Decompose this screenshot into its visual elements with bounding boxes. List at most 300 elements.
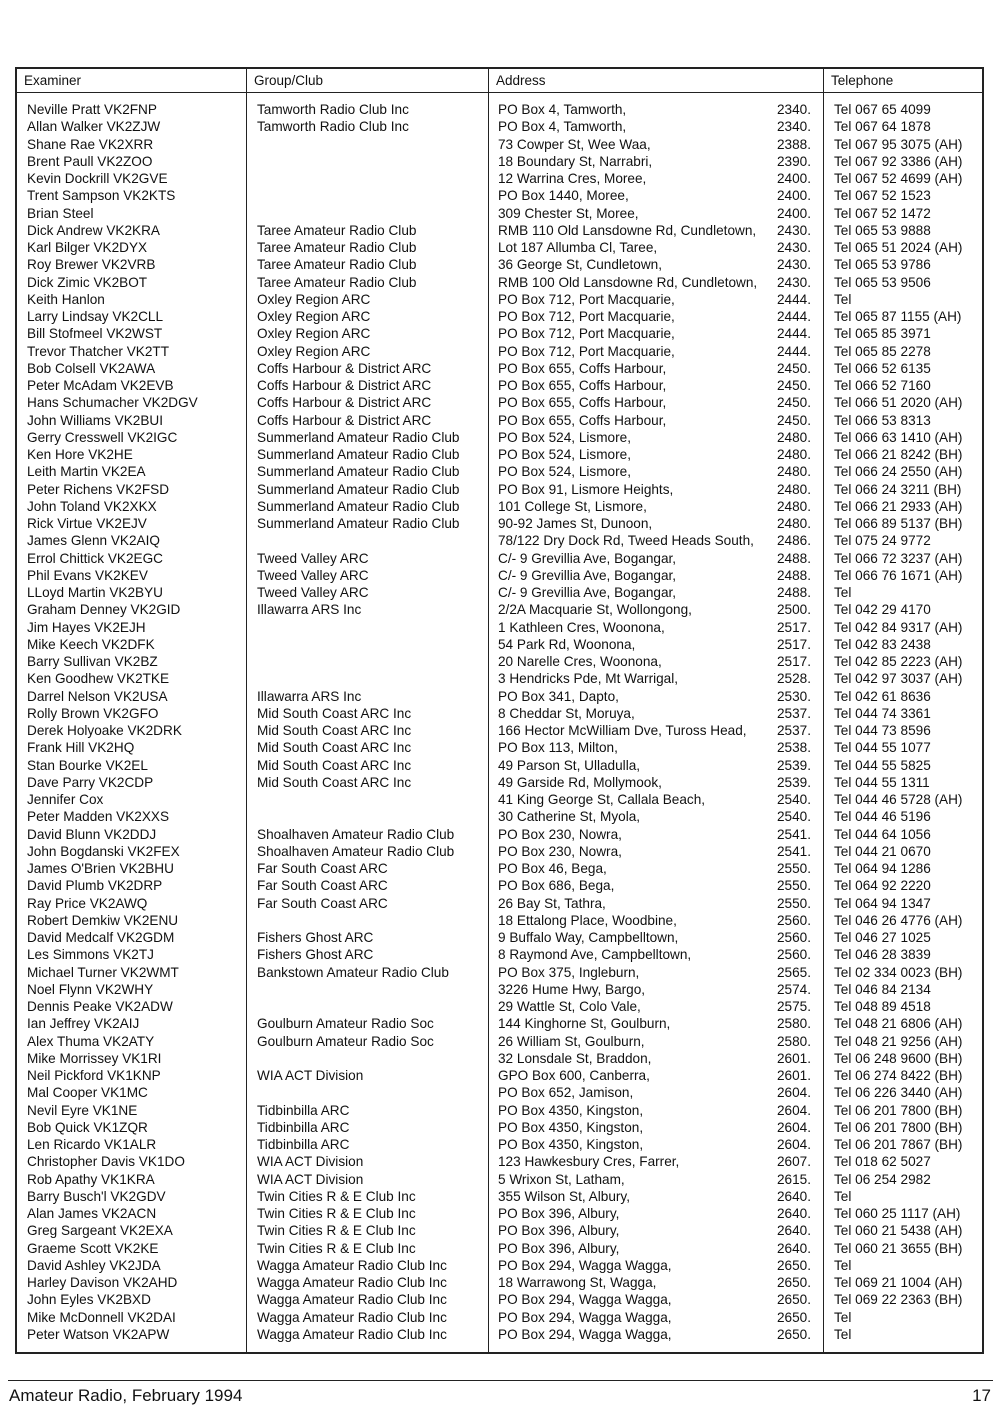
table-header [17, 69, 982, 93]
table-row [17, 1291, 982, 1308]
telephone: Tel 06 248 9600 (BH) [834, 1050, 963, 1066]
table-row [17, 1050, 982, 1067]
address: PO Box 294, Wagga Wagga, [498, 1309, 672, 1325]
postcode: 2500. [777, 602, 811, 618]
group-club: Fishers Ghost ARC [257, 930, 374, 945]
telephone: Tel 042 61 8636 [834, 688, 931, 704]
header-examiner: Examiner [24, 73, 82, 88]
examiner-name: Peter Richens VK2FSD [27, 481, 170, 497]
examiner-name: Bob Quick VK1ZQR [27, 1119, 148, 1135]
telephone: Tel 064 94 1347 [834, 895, 931, 911]
table-row [17, 1153, 982, 1170]
postcode: 2537. [777, 705, 811, 721]
address: PO Box 91, Lismore Heights, [498, 481, 674, 497]
address: 32 Lonsdale St, Braddon, [498, 1050, 652, 1066]
postcode: 2450. [777, 378, 811, 393]
table-row [17, 601, 982, 618]
table-row [17, 1119, 982, 1136]
telephone: Tel 064 92 2220 [834, 878, 931, 894]
table-row [17, 946, 982, 963]
examiner-name: Mike McDonnell VK2DAI [27, 1309, 176, 1325]
examiner-name: Bob Colsell VK2AWA [27, 360, 156, 376]
address: PO Box 712, Port Macquarie, [498, 291, 675, 307]
address: 101 College St, Lismore, [498, 498, 647, 514]
table-row [17, 343, 982, 360]
table-row [17, 1136, 982, 1153]
examiner-name: Dave Parry VK2CDP [27, 774, 154, 790]
postcode: 2640. [777, 1206, 811, 1221]
address: PO Box 113, Milton, [498, 740, 618, 756]
address: Lot 187 Allumba Cl, Taree, [498, 240, 658, 255]
table-row [17, 1067, 982, 1084]
examiner-name: Frank Hill VK2HQ [27, 740, 135, 756]
telephone: Tel 06 254 2982 [834, 1171, 931, 1187]
postcode: 2607. [777, 1154, 811, 1170]
group-club: Wagga Amateur Radio Club Inc [257, 1326, 447, 1342]
postcode: 2530. [777, 688, 811, 704]
group-club: Fishers Ghost ARC [257, 947, 374, 963]
postcode: 2444. [777, 343, 811, 359]
telephone: Tel 065 85 3971 [834, 326, 931, 342]
group-club: Summerland Amateur Radio Club [257, 481, 460, 497]
telephone: Tel 066 52 6135 [834, 360, 931, 376]
group-club: Mid South Coast ARC Inc [257, 757, 412, 773]
address: PO Box 230, Nowra, [498, 826, 622, 842]
table-row [17, 136, 982, 153]
examiner-name: Michael Turner VK2WMT [27, 964, 179, 980]
address: GPO Box 600, Canberra, [498, 1068, 650, 1083]
table-row [17, 550, 982, 567]
examiner-name: Neil Pickford VK1KNP [27, 1068, 161, 1083]
table-row [17, 636, 982, 653]
telephone: Tel 067 52 1523 [834, 188, 931, 204]
address: C/- 9 Grevillia Ave, Bogangar, [498, 550, 677, 566]
group-club: Mid South Coast ARC Inc [257, 705, 412, 721]
examiner-name: Kevin Dockrill VK2GVE [27, 171, 168, 186]
address: 90-92 James St, Dunoon, [498, 516, 653, 531]
telephone: Tel 069 21 1004 (AH) [834, 1275, 963, 1290]
postcode: 2541. [777, 826, 811, 842]
address: 166 Hector McWilliam Dve, Tuross Head, [498, 723, 747, 738]
group-club: Mid South Coast ARC Inc [257, 740, 412, 756]
table-row [17, 826, 982, 843]
postcode: 2340. [777, 102, 811, 117]
postcode: 2650. [777, 1292, 811, 1308]
address: 1 Kathleen Cres, Woonona, [498, 619, 665, 635]
address: C/- 9 Grevillia Ave, Bogangar, [498, 567, 677, 583]
group-club: Twin Cities R & E Club Inc [257, 1206, 416, 1221]
postcode: 2480. [777, 498, 811, 514]
telephone: Tel 069 22 2363 (BH) [834, 1292, 963, 1308]
group-club: Taree Amateur Radio Club [257, 257, 417, 273]
address: PO Box 294, Wagga Wagga, [498, 1326, 672, 1342]
postcode: 2550. [777, 861, 811, 876]
publication-title: Amateur Radio, February 1994 [9, 1386, 243, 1405]
address: 18 Warrawong St, Wagga, [498, 1275, 657, 1290]
table-row [17, 981, 982, 998]
address: 8 Raymond Ave, Campbelltown, [498, 947, 692, 963]
telephone: Tel 067 65 4099 [834, 102, 931, 117]
table-row [17, 912, 982, 929]
postcode: 2537. [777, 723, 811, 738]
group-club: Tweed Valley ARC [257, 550, 369, 566]
header-address: Address [496, 73, 546, 88]
telephone: Tel 066 52 7160 [834, 378, 931, 393]
telephone: Tel [834, 1257, 852, 1273]
table-body [17, 101, 982, 1343]
telephone: Tel 018 62 5027 [834, 1154, 931, 1170]
address: PO Box 686, Bega, [498, 878, 615, 894]
group-club: Wagga Amateur Radio Club Inc [257, 1257, 447, 1273]
group-club: Illawarra ARS Inc [257, 602, 362, 618]
telephone: Tel 042 84 9317 (AH) [834, 619, 963, 635]
table-row [17, 412, 982, 429]
postcode: 2560. [777, 930, 811, 945]
examiner-name: Mike Keech VK2DFK [27, 636, 155, 652]
address: 3 Hendricks Pde, Mt Warrigal, [498, 671, 679, 687]
postcode: 2580. [777, 1033, 811, 1049]
examiner-name: John Eyles VK2BXD [27, 1292, 151, 1308]
table-row [17, 895, 982, 912]
table-row [17, 1033, 982, 1050]
table-row [17, 1326, 982, 1343]
examiner-name: Christopher Davis VK1DO [27, 1154, 185, 1170]
group-club: Twin Cities R & E Club Inc [257, 1188, 416, 1204]
table-row [17, 429, 982, 446]
table-row [17, 1257, 982, 1274]
group-club: Goulburn Amateur Radio Soc [257, 1016, 434, 1032]
address: PO Box 712, Port Macquarie, [498, 309, 675, 324]
group-club: WIA ACT Division [257, 1154, 364, 1170]
examiner-name: David Medcalf VK2GDM [27, 930, 175, 945]
postcode: 2565. [777, 964, 811, 980]
group-club: Oxley Region ARC [257, 309, 371, 324]
table-row [17, 394, 982, 411]
address: PO Box 341, Dapto, [498, 688, 619, 704]
table-row [17, 705, 982, 722]
telephone: Tel 067 64 1878 [834, 119, 931, 135]
group-club: Tweed Valley ARC [257, 585, 369, 600]
postcode: 2340. [777, 119, 811, 135]
address: 30 Catherine St, Myola, [498, 809, 641, 825]
address: PO Box 4, Tamworth, [498, 102, 627, 117]
group-club: Tamworth Radio Club Inc [257, 119, 409, 135]
examiner-name: Shane Rae VK2XRR [27, 136, 154, 152]
telephone: Tel 066 72 3237 (AH) [834, 550, 963, 566]
group-club: Coffs Harbour & District ARC [257, 412, 432, 428]
examiner-name: David Ashley VK2JDA [27, 1257, 161, 1273]
telephone: Tel 044 55 1077 [834, 740, 931, 756]
telephone: Tel 065 53 9888 [834, 222, 931, 238]
address: PO Box 396, Albury, [498, 1240, 620, 1256]
examiner-name: Bill Stofmeel VK2WST [27, 326, 163, 342]
telephone: Tel 064 94 1286 [834, 861, 931, 876]
examiner-name: James Glenn VK2AIQ [27, 533, 160, 549]
examiner-name: Len Ricardo VK1ALR [27, 1137, 157, 1152]
group-club: Wagga Amateur Radio Club Inc [257, 1275, 447, 1290]
group-club: Wagga Amateur Radio Club Inc [257, 1309, 447, 1325]
examiner-name: Errol Chittick VK2EGC [27, 550, 163, 566]
group-club: Shoalhaven Amateur Radio Club [257, 843, 455, 859]
examiner-name: Rob Apathy VK1KRA [27, 1171, 155, 1187]
telephone: Tel 046 28 3839 [834, 947, 931, 963]
examiner-name: Graeme Scott VK2KE [27, 1240, 159, 1256]
address: PO Box 712, Port Macquarie, [498, 326, 675, 342]
group-club: Mid South Coast ARC Inc [257, 723, 412, 738]
examiner-name: John Bogdanski VK2FEX [27, 843, 180, 859]
examiner-name: Larry Lindsay VK2CLL [27, 309, 164, 324]
telephone: Tel 046 27 1025 [834, 930, 931, 945]
examiner-name: Brian Steel [27, 205, 94, 221]
address: 123 Hawkesbury Cres, Farrer, [498, 1154, 680, 1170]
telephone: Tel 075 24 9772 [834, 533, 931, 549]
group-club: WIA ACT Division [257, 1171, 364, 1187]
examiner-name: Harley Davison VK2AHD [27, 1275, 178, 1290]
telephone: Tel 044 74 3361 [834, 705, 931, 721]
examiner-name: John Toland VK2XKX [27, 498, 157, 514]
table-row [17, 205, 982, 222]
address: 20 Narelle Cres, Woonona, [498, 654, 662, 669]
examiner-name: Gerry Cresswell VK2IGC [27, 429, 178, 445]
table-row [17, 239, 982, 256]
postcode: 2560. [777, 912, 811, 928]
table-row [17, 757, 982, 774]
postcode: 2400. [777, 188, 811, 204]
postcode: 2450. [777, 395, 811, 411]
examiner-name: Peter Watson VK2APW [27, 1326, 170, 1342]
telephone: Tel 042 97 3037 (AH) [834, 671, 963, 687]
table-row [17, 153, 982, 170]
address: 5 Wrixon St, Latham, [498, 1171, 625, 1187]
group-club: Oxley Region ARC [257, 326, 371, 342]
examiner-name: Rolly Brown VK2GFO [27, 705, 159, 721]
telephone: Tel [834, 1188, 852, 1204]
footer-divider [8, 1380, 993, 1381]
group-club: Taree Amateur Radio Club [257, 274, 417, 290]
address: PO Box 375, Ingleburn, [498, 964, 640, 980]
telephone: Tel 066 63 1410 (AH) [834, 429, 963, 445]
group-club: Summerland Amateur Radio Club [257, 447, 460, 462]
telephone: Tel 044 73 8596 [834, 723, 931, 738]
examiner-name: Hans Schumacher VK2DGV [27, 395, 198, 411]
postcode: 2517. [777, 636, 811, 652]
address: PO Box 396, Albury, [498, 1223, 620, 1239]
telephone: Tel [834, 1309, 852, 1325]
postcode: 2604. [777, 1119, 811, 1135]
group-club: Summerland Amateur Radio Club [257, 516, 460, 531]
address: 309 Chester St, Moree, [498, 205, 639, 221]
table-row [17, 1222, 982, 1239]
group-club: Oxley Region ARC [257, 343, 371, 359]
postcode: 2488. [777, 567, 811, 583]
table-row [17, 187, 982, 204]
examiner-name: Rick Virtue VK2EJV [27, 516, 147, 531]
group-club: Tweed Valley ARC [257, 567, 369, 583]
postcode: 2528. [777, 671, 811, 687]
postcode: 2480. [777, 481, 811, 497]
address: PO Box 294, Wagga Wagga, [498, 1257, 672, 1273]
address: 12 Warrina Cres, Moree, [498, 171, 647, 186]
group-club: Twin Cities R & E Club Inc [257, 1223, 416, 1239]
postcode: 2480. [777, 464, 811, 480]
postcode: 2540. [777, 792, 811, 807]
address: 78/122 Dry Dock Rd, Tweed Heads South, [498, 533, 754, 549]
postcode: 2539. [777, 757, 811, 773]
examiner-name: Noel Flynn VK2WHY [27, 981, 154, 997]
postcode: 2517. [777, 619, 811, 635]
table-row [17, 653, 982, 670]
table-row [17, 498, 982, 515]
postcode: 2650. [777, 1257, 811, 1273]
telephone: Tel 044 46 5196 [834, 809, 931, 825]
telephone: Tel 060 21 5438 (AH) [834, 1223, 963, 1239]
table-row [17, 843, 982, 860]
examiner-name: Nevil Eyre VK1NE [27, 1102, 138, 1118]
postcode: 2430. [777, 257, 811, 273]
examiner-name: Dick Andrew VK2KRA [27, 222, 160, 238]
address: PO Box 655, Coffs Harbour, [498, 378, 667, 393]
table-row [17, 291, 982, 308]
address: PO Box 655, Coffs Harbour, [498, 412, 667, 428]
table-row [17, 1171, 982, 1188]
group-club: Coffs Harbour & District ARC [257, 395, 432, 411]
telephone: Tel 065 53 9506 [834, 274, 931, 290]
examiner-name: Jim Hayes VK2EJH [27, 619, 146, 635]
postcode: 2444. [777, 309, 811, 324]
examiner-name: James O'Brien VK2BHU [27, 861, 174, 876]
group-club: Bankstown Amateur Radio Club [257, 964, 449, 980]
examiner-name: Keith Hanlon [27, 291, 105, 307]
table-row [17, 808, 982, 825]
postcode: 2650. [777, 1309, 811, 1325]
address: 49 Parson St, Ulladulla, [498, 757, 641, 773]
address: PO Box 230, Nowra, [498, 843, 622, 859]
telephone: Tel 042 29 4170 [834, 602, 931, 618]
examiner-name: Karl Bilger VK2DYX [27, 240, 148, 255]
table-row [17, 964, 982, 981]
table-row [17, 670, 982, 687]
address: PO Box 655, Coffs Harbour, [498, 395, 667, 411]
address: PO Box 1440, Moree, [498, 188, 629, 204]
group-club: Taree Amateur Radio Club [257, 240, 417, 255]
examiner-name: Barry Busch'l VK2GDV [27, 1188, 166, 1204]
examiner-name: Phil Evans VK2KEV [27, 567, 148, 583]
table-row [17, 532, 982, 549]
table-row [17, 688, 982, 705]
address: 26 William St, Goulburn, [498, 1033, 645, 1049]
table-row [17, 860, 982, 877]
telephone: Tel 046 84 2134 [834, 981, 931, 997]
telephone: Tel 02 334 0023 (BH) [834, 964, 963, 980]
postcode: 2575. [777, 999, 811, 1014]
group-club: Summerland Amateur Radio Club [257, 464, 460, 480]
address: PO Box 4, Tamworth, [498, 119, 627, 135]
postcode: 2480. [777, 447, 811, 462]
group-club: Shoalhaven Amateur Radio Club [257, 826, 455, 842]
table-row [17, 101, 982, 118]
postcode: 2430. [777, 240, 811, 255]
table-row [17, 998, 982, 1015]
examiner-name: John Williams VK2BUI [27, 412, 163, 428]
telephone: Tel 066 21 2933 (AH) [834, 498, 963, 514]
examiner-name: Graham Denney VK2GID [27, 602, 181, 618]
postcode: 2400. [777, 205, 811, 221]
address: PO Box 4350, Kingston, [498, 1102, 644, 1118]
postcode: 2640. [777, 1223, 811, 1239]
table-row [17, 1240, 982, 1257]
telephone: Tel [834, 1326, 852, 1342]
table-row [17, 118, 982, 135]
examiner-name: Jennifer Cox [27, 792, 104, 807]
telephone: Tel 048 21 6806 (AH) [834, 1016, 963, 1032]
postcode: 2615. [777, 1171, 811, 1187]
telephone: Tel 044 55 1311 [834, 774, 930, 790]
telephone: Tel 066 24 2550 (AH) [834, 464, 963, 480]
telephone: Tel 066 24 3211 (BH) [834, 481, 962, 497]
postcode: 2444. [777, 326, 811, 342]
table-row [17, 929, 982, 946]
telephone: Tel 065 85 2278 [834, 343, 931, 359]
address: 144 Kinghorne St, Goulburn, [498, 1016, 671, 1032]
group-club: Far South Coast ARC [257, 895, 388, 911]
telephone: Tel 042 83 2438 [834, 636, 931, 652]
examiner-name: Allan Walker VK2ZJW [27, 119, 161, 135]
examiner-name: Robert Demkiw VK2ENU [27, 912, 179, 928]
address: PO Box 524, Lismore, [498, 464, 631, 480]
postcode: 2390. [777, 153, 811, 169]
postcode: 2540. [777, 809, 811, 825]
examiner-name: Ray Price VK2AWQ [27, 895, 148, 911]
postcode: 2430. [777, 274, 811, 290]
address: 18 Boundary St, Narrabri, [498, 153, 653, 169]
telephone: Tel 067 95 3075 (AH) [834, 136, 963, 152]
examiner-name: LLoyd Martin VK2BYU [27, 585, 164, 600]
postcode: 2604. [777, 1102, 811, 1118]
group-club: Coffs Harbour & District ARC [257, 378, 432, 393]
examiner-name: Trevor Thatcher VK2TT [27, 343, 170, 359]
table-row [17, 446, 982, 463]
telephone: Tel [834, 585, 852, 600]
table-row [17, 222, 982, 239]
examiner-name: Ken Goodhew VK2TKE [27, 671, 170, 687]
telephone: Tel 067 92 3386 (AH) [834, 153, 963, 169]
group-club: Oxley Region ARC [257, 291, 371, 307]
address: PO Box 712, Port Macquarie, [498, 343, 675, 359]
postcode: 2538. [777, 740, 811, 756]
address: PO Box 294, Wagga Wagga, [498, 1292, 672, 1308]
telephone: Tel 066 76 1671 (AH) [834, 567, 963, 583]
group-club: Tidbinbilla ARC [257, 1119, 350, 1135]
table-row [17, 1015, 982, 1032]
postcode: 2650. [777, 1326, 811, 1342]
postcode: 2486. [777, 533, 811, 549]
postcode: 2604. [777, 1085, 811, 1101]
examiner-name: Alex Thuma VK2ATY [27, 1033, 155, 1049]
telephone: Tel 06 201 7800 (BH) [834, 1102, 963, 1118]
table-row [17, 481, 982, 498]
group-club: Coffs Harbour & District ARC [257, 360, 432, 376]
address: PO Box 652, Jamison, [498, 1085, 634, 1101]
postcode: 2580. [777, 1016, 811, 1032]
table-row [17, 877, 982, 894]
address: 18 Ettalong Place, Woodbine, [498, 912, 677, 928]
postcode: 2480. [777, 516, 811, 531]
page-number: 17 [972, 1386, 991, 1405]
postcode: 2640. [777, 1240, 811, 1256]
address: 29 Wattle St, Colo Vale, [498, 999, 641, 1014]
postcode: 2601. [777, 1068, 811, 1083]
address: 2/2A Macquarie St, Wollongong, [498, 602, 692, 618]
